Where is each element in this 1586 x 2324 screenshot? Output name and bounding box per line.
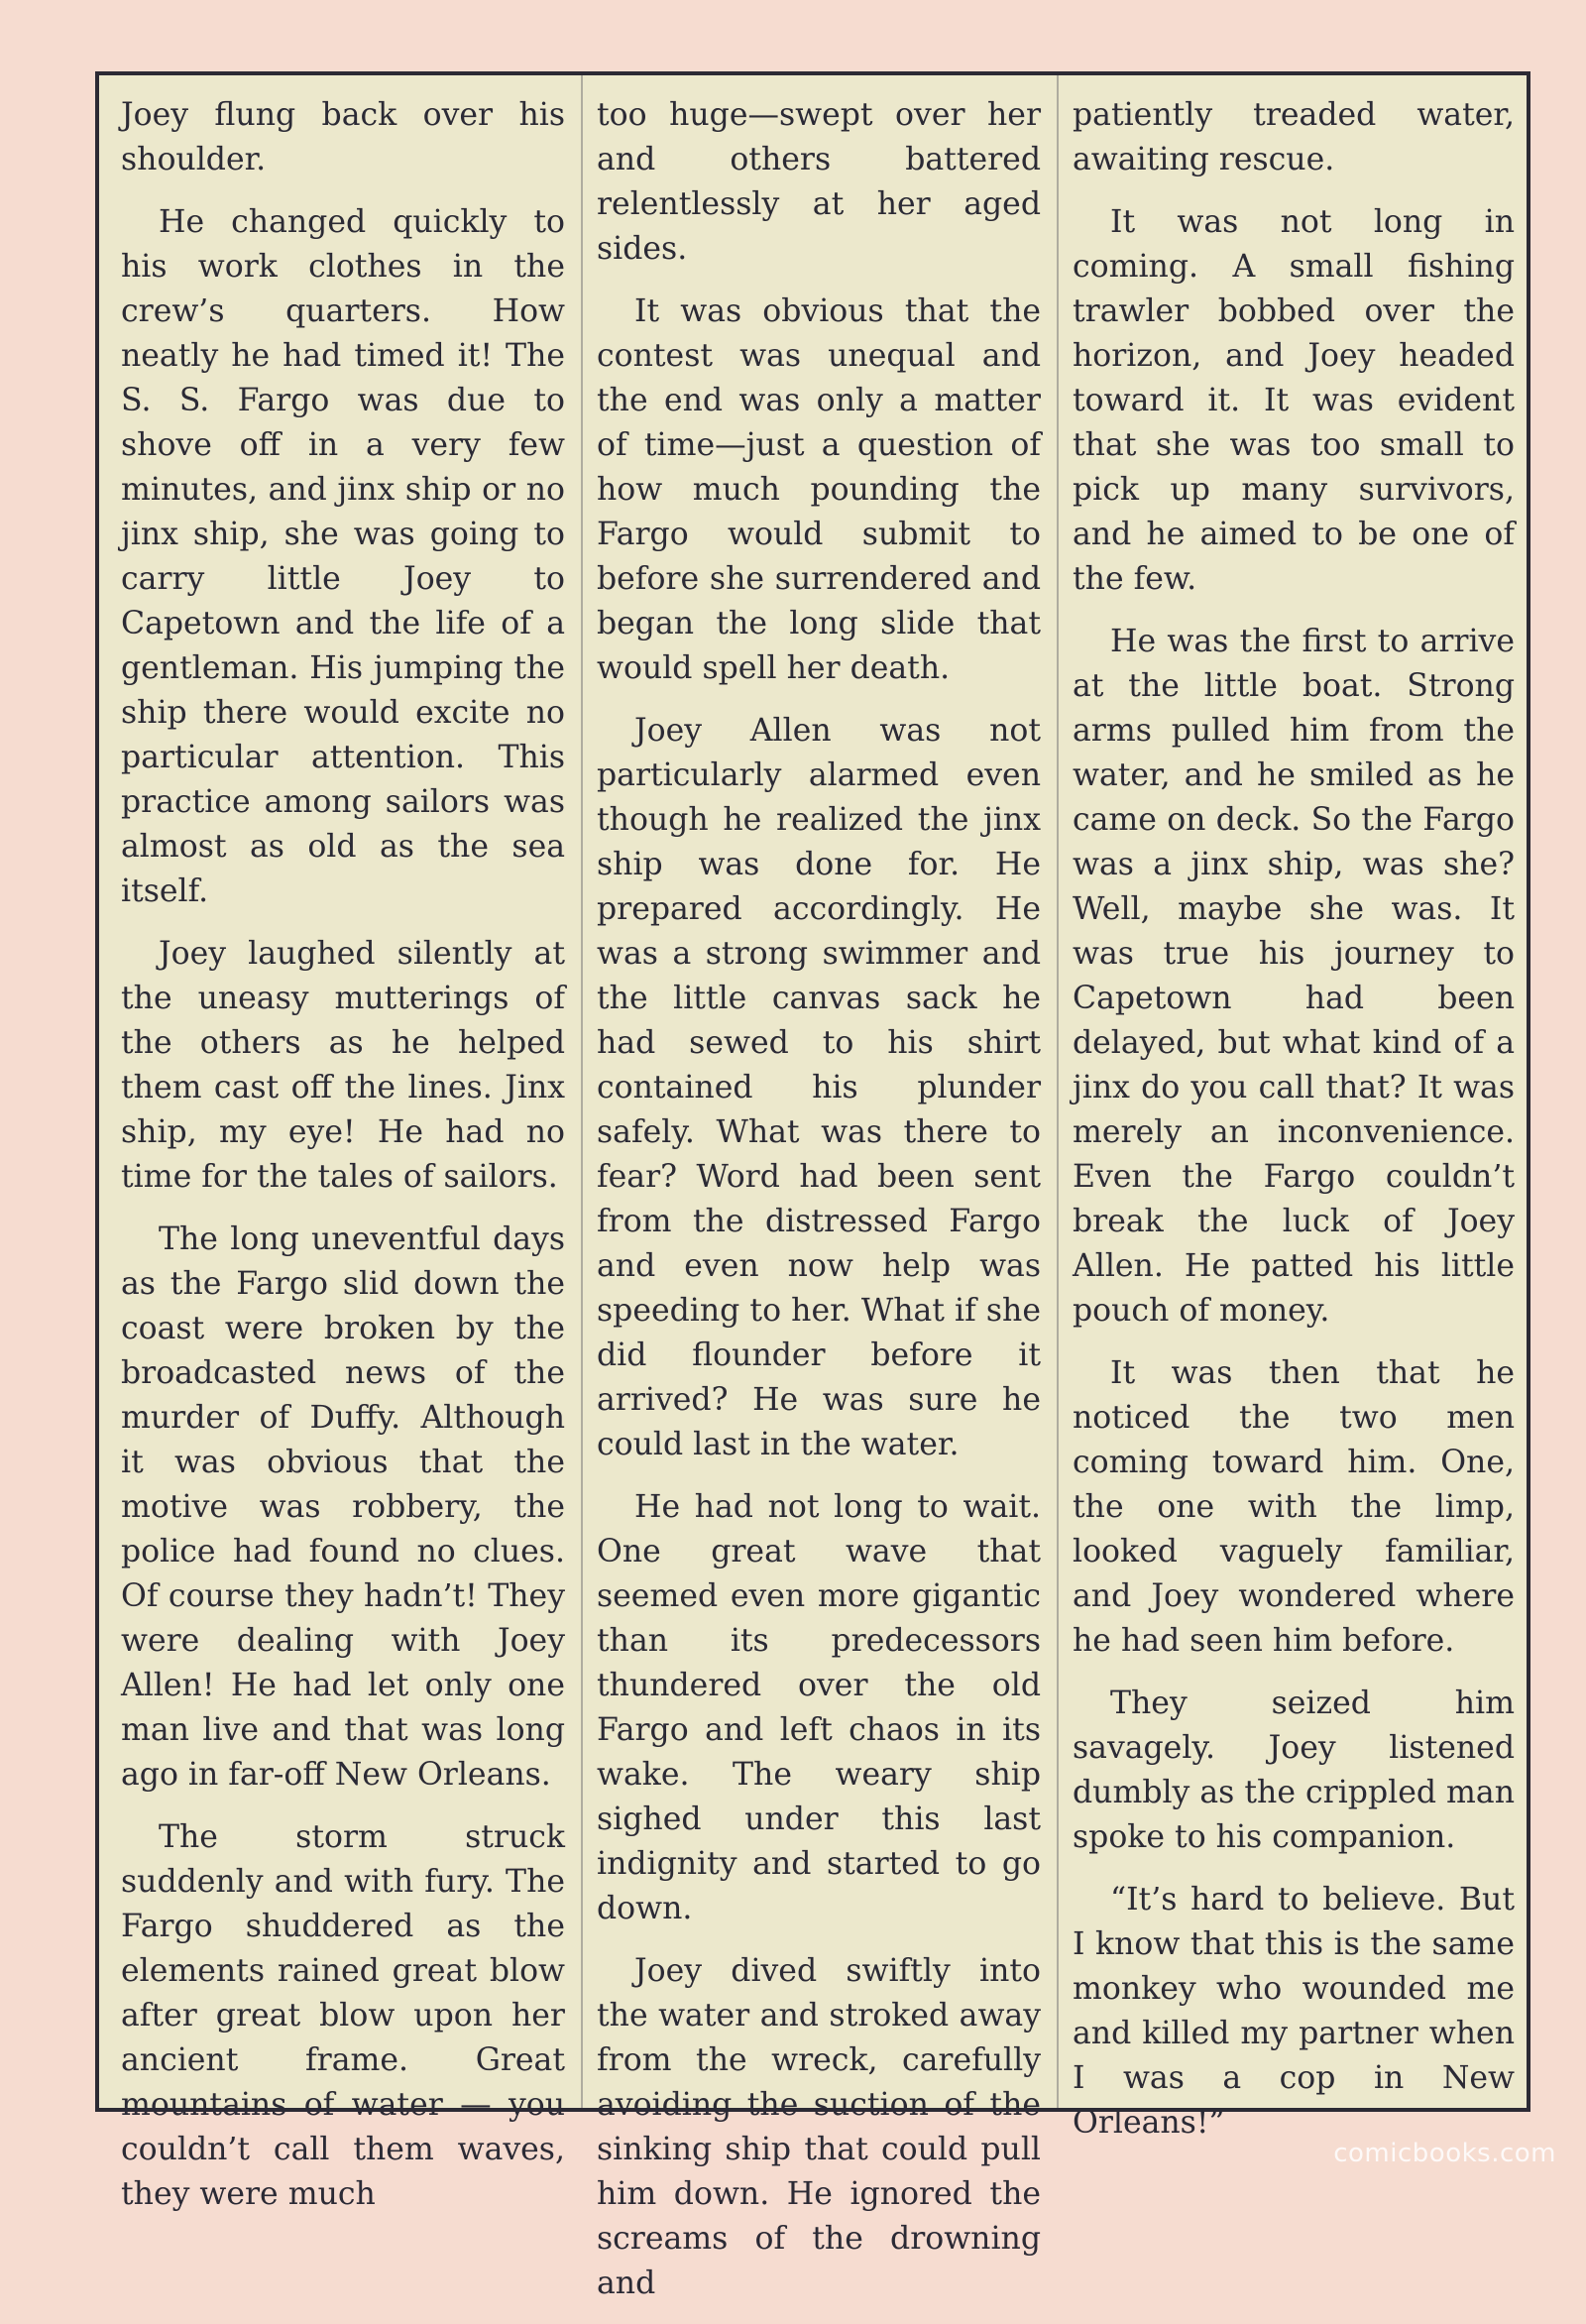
paragraph: It was obvious that the contest was unequal and the end was only a matter of time—just a question of how much pounding the Fargo would submit to before she surrendered and began the long slide that would spell her death. — [597, 293, 1041, 686]
paragraph: Joey flung back over his shoulder. — [121, 97, 565, 177]
column-divider — [581, 75, 583, 2108]
paragraph: “It’s hard to believe. But I know that this is the same monkey who wounded me and killed my partner when I was a cop in New Orleans!” — [1073, 1882, 1515, 2141]
text-column-1 — [121, 93, 565, 2235]
paragraph: He changed quickly to his work clothes in the crew’s quarters. How neatly he had timed it! The S. S. Fargo was due to shove off in a very few minutes, and jinx ship or no jinx ship, she was going to carry little Joey to Capetown and the life of a gentleman. His jumping the ship there would excite no particular attention. This practice among sailors was almost as old as the sea itself. — [121, 204, 565, 909]
paragraph: too huge—swept over her and others battered relentlessly at her aged sides. — [597, 97, 1041, 267]
paragraph: patiently treaded water, awaiting rescue. — [1073, 97, 1515, 177]
paragraph: Joey laughed silently at the uneasy mutterings of the others as he helped them cast off the lines. Jinx ship, my eye! He had no time for the tales of sailors. — [121, 936, 565, 1195]
paragraph: It was not long in coming. A small fishing trawler bobbed over the horizon, and Joey headed toward it. It was evident that she was too small to pick up many survivors, and he aimed to be one of the few. — [1073, 204, 1515, 597]
paragraph: He was the first to arrive at the little boat. Strong arms pulled him from the water, and he smiled as he came on deck. So the Fargo was a jinx ship, was she? Well, maybe she was. It was true his journey to Capetown had been delayed, but what kind of a jinx do you call that? It was merely an inconvenience. Even the Fargo couldn’t break the luck of Joey Allen. He patted his little pouch of money. — [1073, 624, 1515, 1329]
watermark: comicbooks.com — [1333, 2139, 1556, 2168]
text-column-3 — [1073, 93, 1515, 2163]
paragraph: Joey dived swiftly into the water and stroked away from the wreck, carefully avoiding the suction of the sinking ship that could pull him down. He ignored the screams of the drowning and — [597, 1953, 1041, 2301]
paragraph: The storm struck suddenly and with fury. The Fargo shuddered as the elements rained great blow after great blow upon her ancient frame. Great mountains of water — you couldn’t call them waves, they were much — [121, 1819, 565, 2212]
paragraph: He had not long to wait. One great wave that seemed even more gigantic than its predecessors thundered over the old Fargo and left chaos in its wake. The weary ship sighed under this last indignity and started to go down. — [597, 1489, 1041, 1926]
paragraph: It was then that he noticed the two men coming toward him. One, the one with the limp, looked vaguely familiar, and Joey wondered where he had seen him before. — [1073, 1355, 1515, 1659]
column-divider — [1057, 75, 1059, 2108]
paragraph: The long uneventful days as the Fargo slid down the coast were broken by the broadcasted news of the murder of Duffy. Although it was obvious that the motive was robbery, the police had found no clues. Of course they hadn’t! They were dealing with Joey Allen! He had let only one man live and that was long ago in far-off New Orleans. — [121, 1221, 565, 1793]
text-column-2 — [597, 93, 1041, 2324]
paragraph: They seized him savagely. Joey listened dumbly as the crippled man spoke to his companion. — [1073, 1685, 1515, 1855]
paragraph: Joey Allen was not particularly alarmed even though he realized the jinx ship was done for. He prepared accordingly. He was a strong swimmer and the little canvas sack he had sewed to his shirt contained his plunder safely. What was there to fear? Word had been sent from the distressed Fargo and even now help was speeding to her. What if she did flounder before it arrived? He was sure he could last in the water. — [597, 713, 1041, 1462]
